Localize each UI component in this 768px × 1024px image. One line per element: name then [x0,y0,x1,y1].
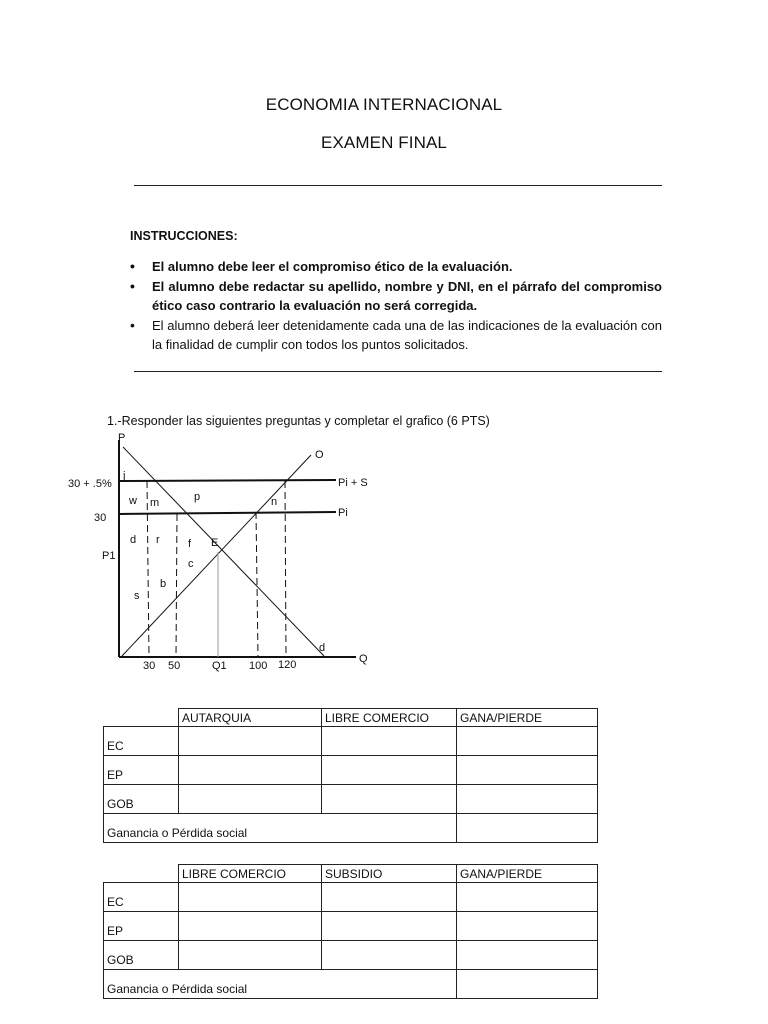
footer-label: Ganancia o Pérdida social [104,970,457,999]
table-autarquia-libre-comercio [103,708,598,843]
answer-cell[interactable] [322,727,457,756]
guide-100 [256,512,258,657]
y-axis-label: P [118,432,126,444]
price-line-pi-s [119,480,336,481]
answer-cell[interactable] [457,941,598,970]
table-header-cell: GANA/PIERDE [457,865,598,883]
answer-cell[interactable] [457,727,598,756]
table-header-cell: LIBRE COMERCIO [179,865,322,883]
table-footer-row [104,970,598,999]
guide-30 [147,481,149,657]
instruction-item: • El alumno debe leer el compromiso ético de la evaluación. [130,257,662,277]
area-label: f [188,538,192,550]
row-label: EC [104,883,179,912]
x-axis-label: Q [359,653,368,665]
table-header-cell: SUBSIDIO [322,865,457,883]
demand-line [123,447,324,656]
table-header-row [104,865,598,883]
row-label: GOB [104,941,179,970]
instruction-item: • El alumno deberá leer detenidamente cada una de las indicaciones de la evaluación con la finalidad de cumplir con todos los puntos solicitados. [130,316,662,355]
answer-cell[interactable] [179,941,322,970]
answer-cell[interactable] [322,941,457,970]
table-header-row [104,709,598,727]
x-tick-label: 120 [278,659,297,671]
answer-cell[interactable] [179,727,322,756]
demand-label: d [319,642,326,654]
pi-label: Pi [338,507,348,519]
area-label: b [160,578,167,590]
supply-line [122,455,311,656]
answer-cell[interactable] [179,756,322,785]
guide-120 [285,481,286,657]
table-header-cell: AUTARQUIA [179,709,322,727]
x-tick-label: 100 [249,660,268,672]
answer-cell[interactable] [322,883,457,912]
guide-50 [176,514,177,657]
dashed-guides [147,481,286,657]
table-libre-comercio-subsidio [103,864,598,999]
answer-cell[interactable] [179,883,322,912]
x-tick-label: 50 [168,660,181,672]
area-label: n [271,496,278,508]
answer-cell[interactable] [457,912,598,941]
x-tick-label: 30 [143,660,156,672]
area-label: c [188,558,194,570]
table-header-cell: LIBRE COMERCIO [322,709,457,727]
row-label: EP [104,912,179,941]
y-tick-label: 30 + .5% [68,478,112,490]
y-tick-label: P1 [102,550,116,562]
table-row [104,883,598,912]
table-row [104,941,598,970]
table-header-empty [104,709,179,727]
answer-cell[interactable] [322,756,457,785]
answer-cell[interactable] [322,912,457,941]
table-row [104,727,598,756]
table-row [104,912,598,941]
area-label: p [194,491,201,503]
area-label: d [130,534,137,546]
table-footer-row [104,814,598,843]
area-label: m [150,497,160,509]
table-header-cell: GANA/PIERDE [457,709,598,727]
instruction-item: • El alumno debe redactar su apellido, nombre y DNI, en el párrafo del compromiso ético caso contrario la evaluación no será corregida. [130,277,662,316]
pi-s-label: Pi + S [338,477,368,489]
area-label: j [123,470,126,482]
row-label: EC [104,727,179,756]
row-label: GOB [104,785,179,814]
price-line-pi [119,512,336,514]
footer-label: Ganancia o Pérdida social [104,814,457,843]
answer-cell[interactable] [457,756,598,785]
y-tick-label: 30 [94,512,107,524]
area-label: s [134,590,140,602]
answer-cell[interactable] [322,785,457,814]
document-title: ECONOMIA INTERNACIONAL [265,95,503,114]
question-text: 1.-Responder las siguientes preguntas y completar el grafico (6 PTS) [107,414,490,428]
table-header-empty [104,865,179,883]
answer-cell[interactable] [457,970,598,999]
table-row [104,756,598,785]
row-label: EP [104,756,179,785]
instructions-heading: INSTRUCCIONES: [130,229,238,243]
supply-label: O [315,449,324,461]
answer-cell[interactable] [457,785,598,814]
answer-cell[interactable] [179,912,322,941]
document-subtitle: EXAMEN FINAL [321,133,447,152]
area-label: r [156,534,160,546]
table-row [104,785,598,814]
answer-cell[interactable] [457,814,598,843]
x-tick-label: Q1 [212,660,227,672]
area-label: w [129,495,137,507]
answer-cell[interactable] [179,785,322,814]
equilibrium-label: E [211,537,219,549]
answer-cell[interactable] [457,883,598,912]
